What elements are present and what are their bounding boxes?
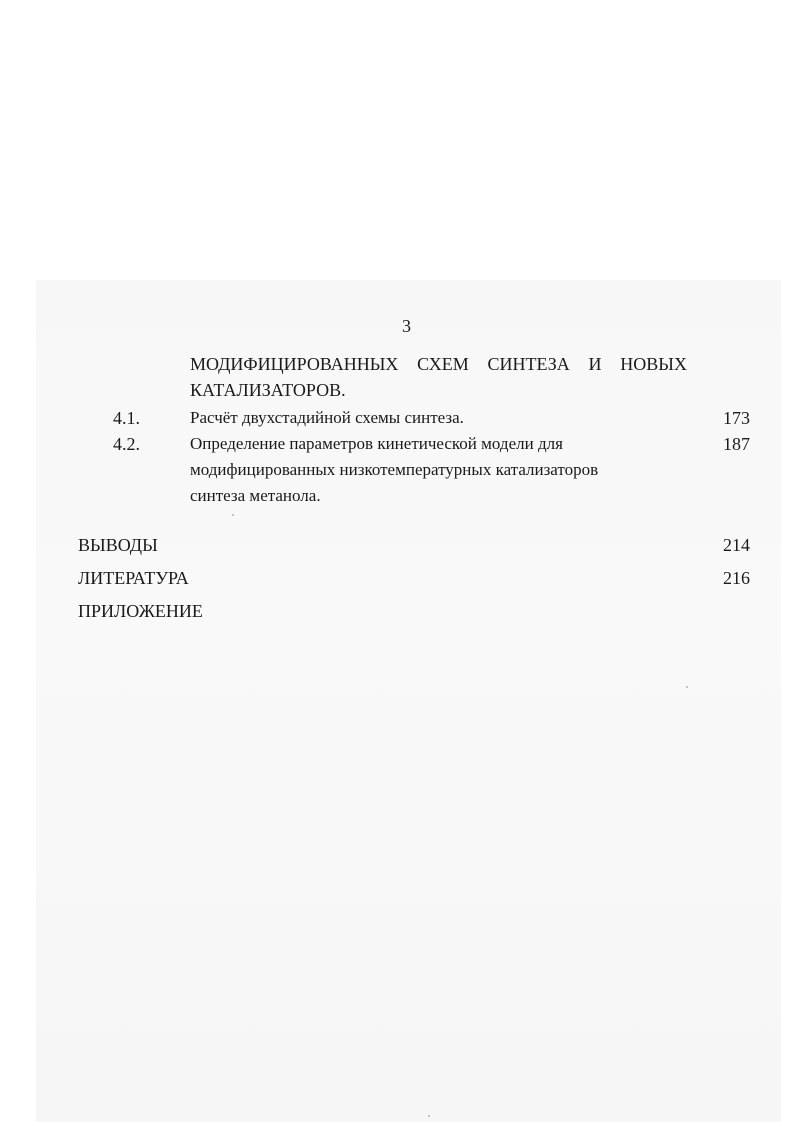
section-number-4-1: 4.1. (113, 408, 140, 428)
section-page-4-2: 187 (723, 434, 750, 454)
chapter-title-continued (190, 351, 687, 403)
scan-speck (428, 1115, 430, 1117)
section-title-4-2-line-3: синтеза метанола. (190, 486, 321, 505)
scan-speck (686, 686, 688, 688)
toc-entry-vyvody: ВЫВОДЫ (78, 535, 158, 555)
toc-entry-literatura: ЛИТЕРАТУРА (78, 568, 189, 588)
toc-entry-prilozhenie: ПРИЛОЖЕНИЕ (78, 601, 203, 621)
section-title-4-1: Расчёт двухстадийной схемы синтеза. (190, 408, 464, 427)
chapter-title-line-1: МОДИФИЦИРОВАННЫХ СХЕМ СИНТЕЗА И НОВЫХ (190, 354, 687, 374)
scan-speck (232, 514, 234, 516)
section-number-4-2: 4.2. (113, 434, 140, 454)
toc-page-literatura: 216 (723, 568, 750, 588)
page-number: 3 (402, 316, 411, 336)
section-title-4-2-line-2: модифицированных низкотемпературных катализаторов (190, 460, 599, 479)
toc-page-vyvody: 214 (723, 535, 750, 555)
chapter-title-line-2: КАТАЛИЗАТОРОВ. (190, 380, 346, 400)
section-page-4-1: 173 (723, 408, 750, 428)
section-title-4-2-line-1: Определение параметров кинетической модели для (190, 434, 563, 453)
